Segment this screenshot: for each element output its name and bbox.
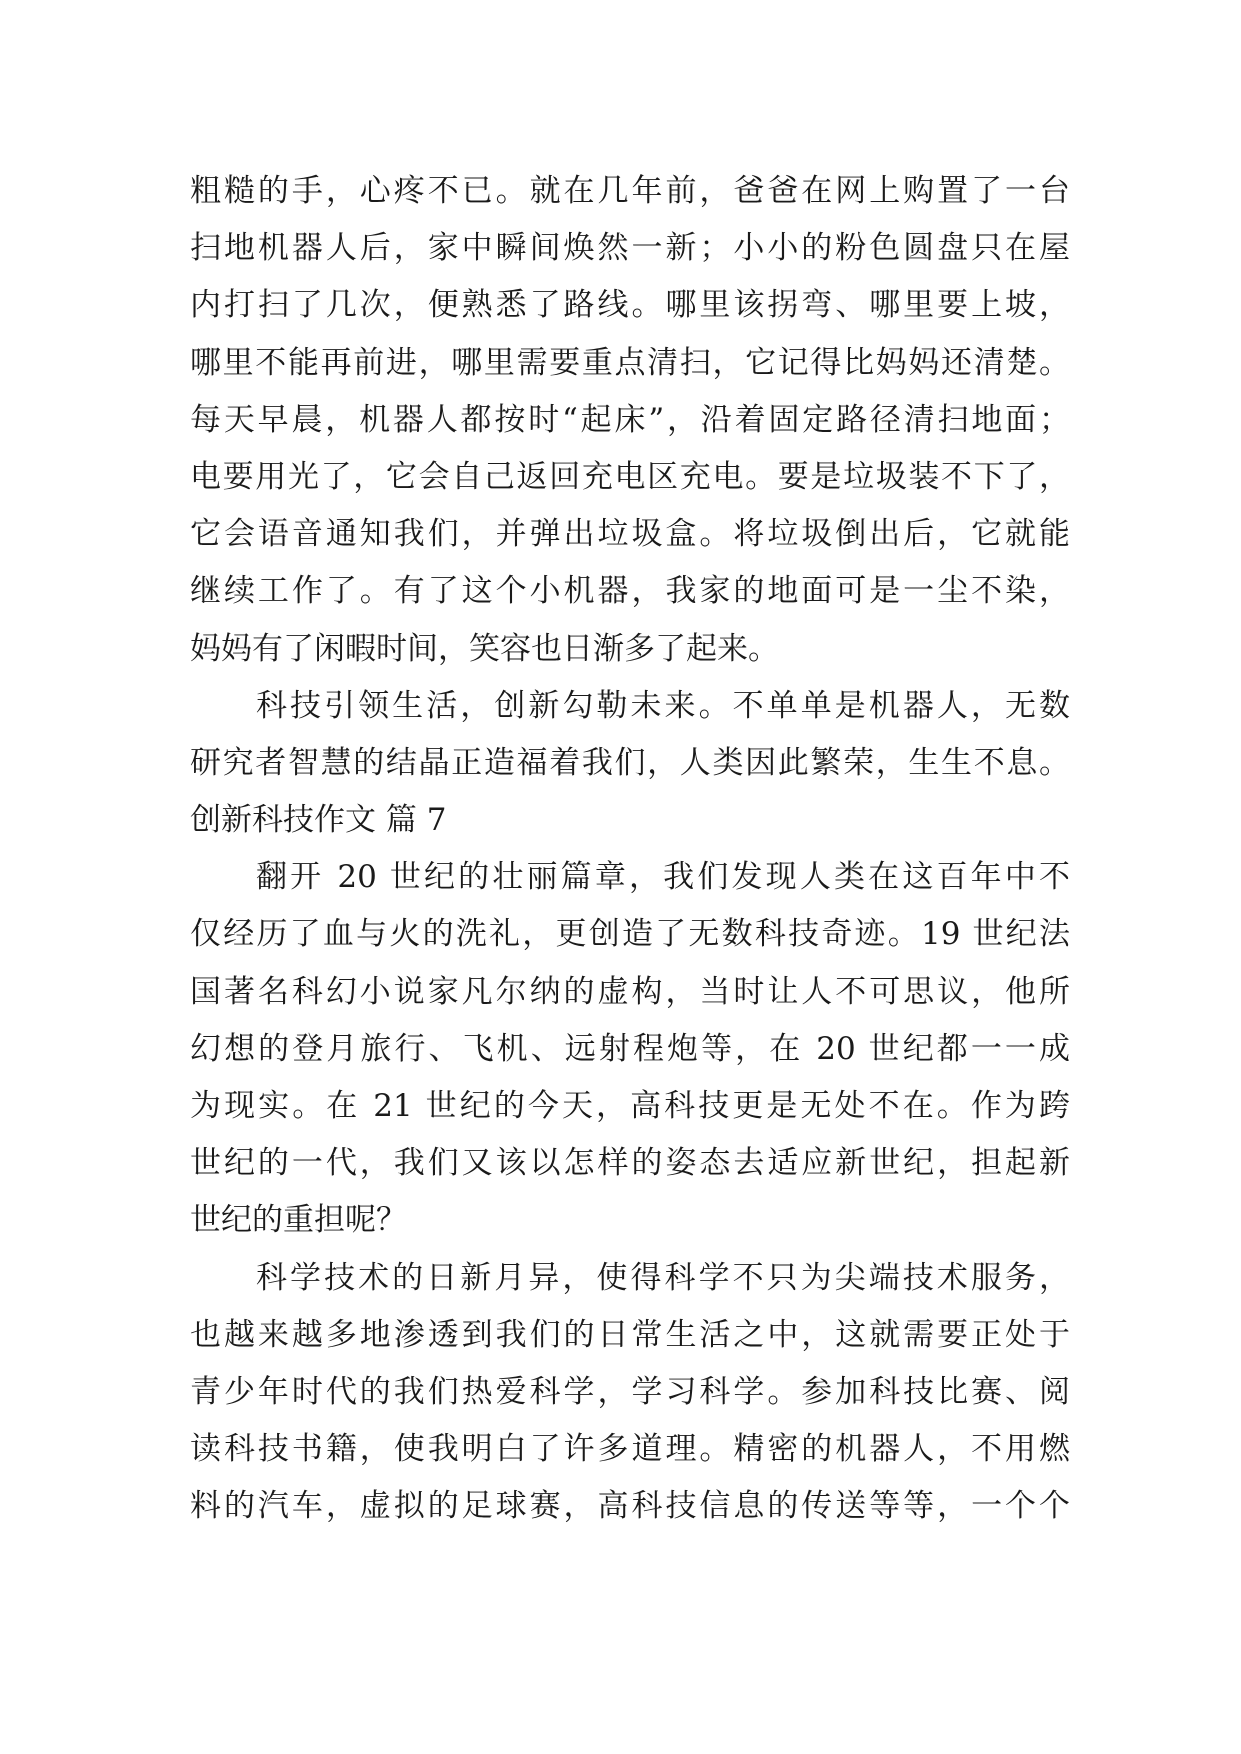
text-line: 它会语音通知我们，并弹出垃圾盒。将垃圾倒出后，它就能 bbox=[190, 516, 1070, 553]
text-line: 妈妈有了闲暇时间，笑容也日渐多了起来。 bbox=[190, 630, 779, 667]
text-line: 继续工作了。有了这个小机器，我家的地面可是一尘不染， bbox=[190, 573, 1070, 610]
text-line: 读科技书籍，使我明白了许多道理。精密的机器人，不用燃 bbox=[190, 1431, 1070, 1468]
text-line: 仅经历了血与火的洗礼，更创造了无数科技奇迹。19 世纪法 bbox=[190, 916, 1070, 953]
text-line: 扫地机器人后，家中瞬间焕然一新；小小的粉色圆盘只在屋 bbox=[190, 230, 1070, 267]
text-line: 电要用光了，它会自己返回充电区充电。要是垃圾装不下了， bbox=[190, 458, 1070, 495]
text-line: 也越来越多地渗透到我们的日常生活之中，这就需要正处于 bbox=[190, 1316, 1070, 1353]
text-line: 幻想的登月旅行、飞机、远射程炮等，在 20 世纪都一一成 bbox=[190, 1030, 1070, 1067]
text-line: 翻开 20 世纪的壮丽篇章，我们发现人类在这百年中不 bbox=[256, 859, 1070, 896]
text-line: 世纪的一代，我们又该以怎样的姿态去适应新世纪，担起新 bbox=[190, 1145, 1070, 1182]
text-line: 为现实。在 21 世纪的今天，高科技更是无处不在。作为跨 bbox=[190, 1088, 1070, 1124]
text-line: 世纪的重担呢？ bbox=[190, 1202, 407, 1239]
document-body bbox=[190, 163, 1070, 1536]
text-line: 青少年时代的我们热爱科学，学习科学。参加科技比赛、阅 bbox=[190, 1373, 1070, 1410]
text-line: 料的汽车，虚拟的足球赛，高科技信息的传送等等，一个个 bbox=[190, 1488, 1070, 1525]
text-line: 内打扫了几次，便熟悉了路线。哪里该拐弯、哪里要上坡， bbox=[190, 287, 1070, 324]
text-line: 每天早晨，机器人都按时“起床”，沿着固定路径清扫地面； bbox=[190, 401, 1070, 438]
text-line: 粗糙的手，心疼不已。就在几年前，爸爸在网上购置了一台 bbox=[190, 173, 1070, 209]
text-line: 科技引领生活，创新勾勒未来。不单单是机器人，无数 bbox=[256, 687, 1070, 724]
text-line: 创新科技作文 篇 7 bbox=[190, 802, 447, 839]
text-line: 国著名科幻小说家凡尔纳的虚构，当时让人不可思议，他所 bbox=[190, 973, 1070, 1010]
text-line: 科学技术的日新月异，使得科学不只为尖端技术服务， bbox=[256, 1259, 1070, 1296]
text-line: 哪里不能再前进，哪里需要重点清扫，它记得比妈妈还清楚。 bbox=[190, 344, 1070, 381]
text-line: 研究者智慧的结晶正造福着我们，人类因此繁荣，生生不息。 bbox=[190, 744, 1070, 781]
